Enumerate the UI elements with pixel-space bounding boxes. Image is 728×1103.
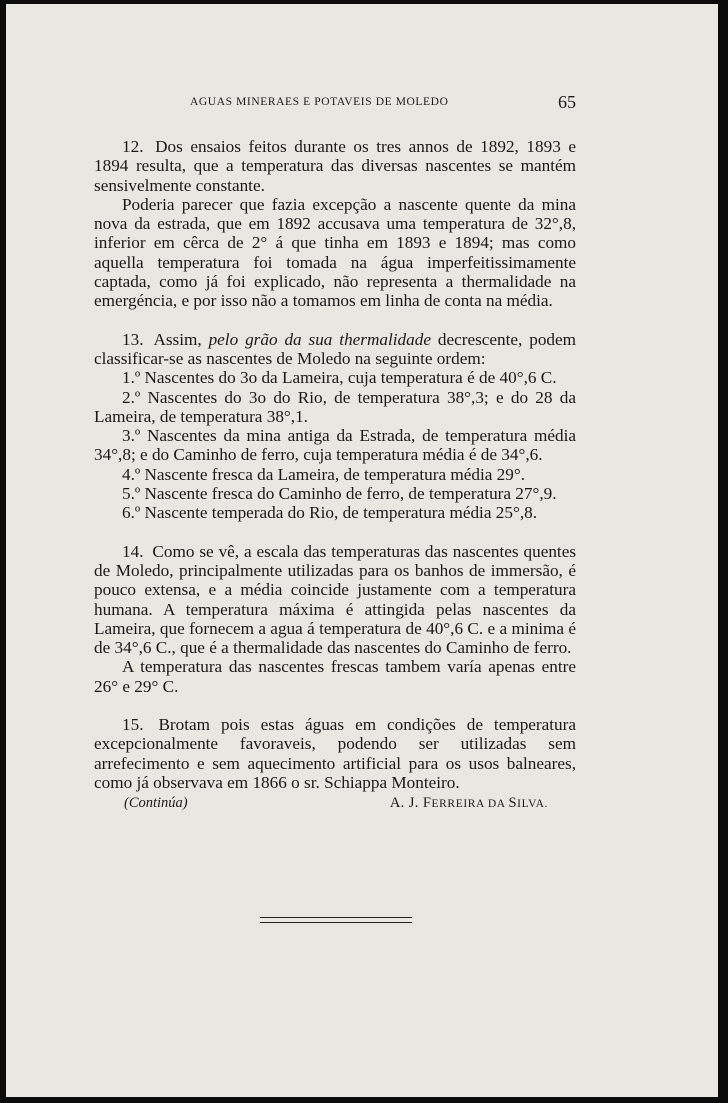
paragraph-13-intro-a: Assim,: [153, 329, 202, 349]
page-number: 65: [558, 92, 576, 112]
list-item-4: 4.º Nascente fresca da Lameira, de temperatura média 29°.: [122, 464, 526, 484]
paragraph-14-2: A temperatura das nascentes frescas tambem varía apenas entre 26° e 29° C.: [94, 657, 576, 696]
paragraph-12-1-text: Dos ensaios feitos durante os tres annos de 1892, 1893 e 1894 resulta, que a temperatura das diversas nascentes se mantém sensivelmente constante.: [94, 137, 576, 195]
running-title: AGUAS MINERAES E POTAVEIS DE MOLEDO: [190, 96, 449, 108]
section-number-14: 14.: [122, 541, 144, 561]
list-item-1: 1.º Nascentes do 3o da Lameira, cuja temperatura é de 40°,6 C.: [122, 368, 557, 388]
paragraph-13-emphasis: pelo grão da sua thermalidade: [208, 329, 431, 349]
paragraph-15-1-text: Brotam pois estas águas em condições de temperatura excepcionalmente favoraveis, podendo ser utilizadas sem arrefecimento e sem aquecimento artificial para os usos balneares, como já observava em 1866 o sr. Schiappa Monteiro.: [94, 715, 576, 792]
author-initials: A. J.: [389, 795, 419, 812]
paragraph-12-1: [94, 137, 576, 195]
paragraph-13-intro: [94, 330, 576, 369]
list-item-5: 5.º Nascente fresca do Caminho de ferro, de temperatura 27°,9.: [122, 484, 557, 504]
paragraph-14-1: [94, 542, 576, 658]
section-number-15: 15.: [122, 715, 144, 735]
section-number-13: 13.: [122, 329, 144, 349]
running-header: [190, 96, 578, 108]
paragraph-15-1: [94, 715, 576, 792]
closing-double-rule: [260, 917, 412, 923]
article-body: [94, 137, 576, 815]
list-item-6: 6.º Nascente temperada do Rio, de temperatura média 25°,8.: [122, 503, 538, 523]
paragraph-13-intro-b: decrescente, podem classificar-se as nascentes de Moledo na seguinte ordem:: [94, 329, 576, 368]
list-item-2: 2.º Nascentes do 3o do Rio, de temperatura 38°,3; e do 28 da Lameira, de temperatura 38°,1.: [94, 387, 576, 426]
signature-line: [94, 794, 576, 814]
author-name: FERREIRA DA SILVA.: [422, 795, 548, 812]
author-signature: [390, 794, 576, 814]
page: [6, 4, 718, 1097]
paragraph-14-1-text: Como se vê, a escala das temperaturas das nascentes quentes de Moledo, principalmente utilizadas para os banhos de immersão, é pouco extensa, e a média coincide justamente com a temperatura humana. A temperatura máxima é attingida pelas nascentes da Lameira, que fornecem a agua á temperatura de 40°,6 C. e a minima é de 34°,6 C., que é a thermalidade das nascentes do Caminho de ferro.: [94, 541, 577, 658]
section-number-12: 12.: [122, 137, 144, 156]
list-item-3: 3.º Nascentes da mina antiga da Estrada, de temperatura média 34°,8; e do Caminho de ferro, cuja temperatura média é de 34°,6.: [94, 426, 576, 465]
continua-note: (Continúa): [124, 795, 188, 812]
paragraph-12-2: Poderia parecer que fazia excepção a nascente quente da mina nova da estrada, que em 1892 accusava uma temperatura de 32°,8, inferior em cêrca de 2° á que tinha em 1893 e 1894; mas como aquella temperatura foi tomada na água imperfeitissimamente captada, como já foi explicado, não representa a thermalidade na emergéncia, e por isso não a tomamos em linha de conta na média.: [94, 194, 576, 311]
